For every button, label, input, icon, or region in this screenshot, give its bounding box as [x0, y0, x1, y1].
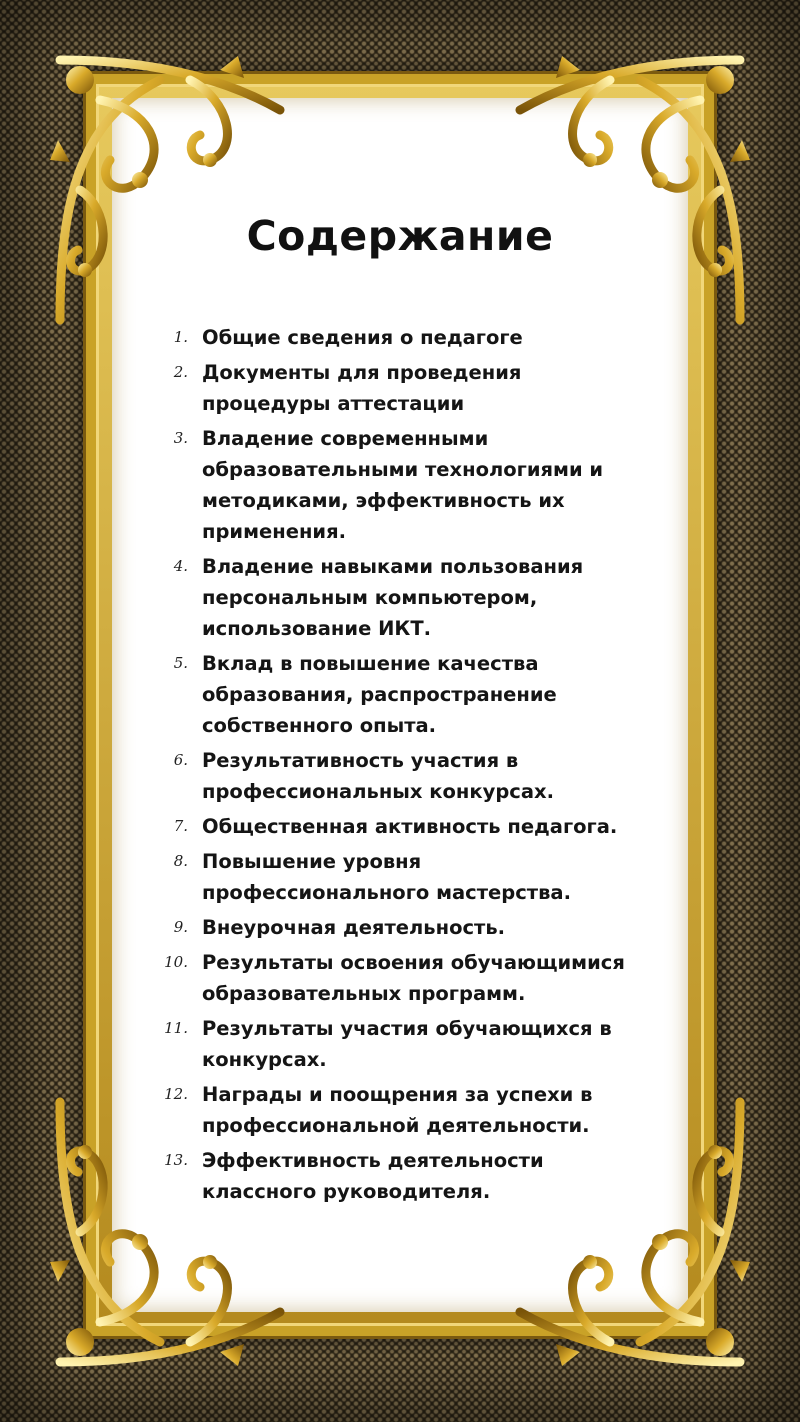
toc-item: [150, 1079, 650, 1141]
toc-item-text: Владение навыками пользования персональным компьютером, использование ИКТ.: [202, 555, 584, 640]
toc-item-text: Внеурочная деятельность.: [202, 916, 506, 939]
toc-item-text: Общие сведения о педагоге: [202, 326, 523, 349]
toc-item-text: Повышение уровня профессионального мастерства.: [202, 850, 571, 904]
toc-item-text: Результаты участия обучающихся в конкурсах.: [202, 1017, 612, 1071]
toc-item: [150, 811, 650, 842]
toc-item-number: 4.: [173, 557, 188, 575]
toc-item: [150, 322, 650, 353]
page-title: Содержание: [246, 212, 554, 260]
toc-item: [150, 947, 650, 1009]
table-of-contents: [150, 322, 650, 1211]
toc-item-number: 5.: [173, 654, 188, 672]
toc-item-text: Владение современными образовательными технологиями и методиками, эффективность их применения.: [202, 427, 604, 543]
toc-item-number: 2.: [173, 363, 188, 381]
toc-item-number: 7.: [173, 817, 188, 835]
toc-item-number: 10.: [164, 953, 188, 971]
toc-item: [150, 1013, 650, 1075]
toc-item-number: 3.: [173, 429, 188, 447]
toc-item-text: Награды и поощрения за успехи в профессиональной деятельности.: [202, 1083, 593, 1137]
toc-item: [150, 423, 650, 547]
toc-item: [150, 846, 650, 908]
toc-item: [150, 745, 650, 807]
toc-item-number: 11.: [164, 1019, 188, 1037]
toc-item: [150, 551, 650, 644]
toc-item: [150, 912, 650, 943]
toc-item-number: 9.: [173, 918, 188, 936]
toc-item-number: 8.: [173, 852, 188, 870]
toc-item-number: 1.: [173, 328, 188, 346]
toc-item-text: Результаты освоения обучающимися образовательных программ.: [202, 951, 625, 1005]
toc-item-number: 13.: [164, 1151, 188, 1169]
toc-item-text: Эффективность деятельности классного руководителя.: [202, 1149, 544, 1203]
toc-item-number: 6.: [173, 751, 188, 769]
toc-item: [150, 1145, 650, 1207]
toc-item-text: Документы для проведения процедуры аттестации: [202, 361, 522, 415]
toc-item: [150, 648, 650, 741]
toc-item-text: Общественная активность педагога.: [202, 815, 618, 838]
toc-item: [150, 357, 650, 419]
toc-item-text: Вклад в повышение качества образования, распространение собственного опыта.: [202, 652, 557, 737]
ornament-corner-icon: [500, 40, 760, 340]
toc-item-text: Результативность участия в профессиональных конкурсах.: [202, 749, 555, 803]
ornament-corner-icon: [40, 40, 300, 340]
toc-item-number: 12.: [164, 1085, 188, 1103]
